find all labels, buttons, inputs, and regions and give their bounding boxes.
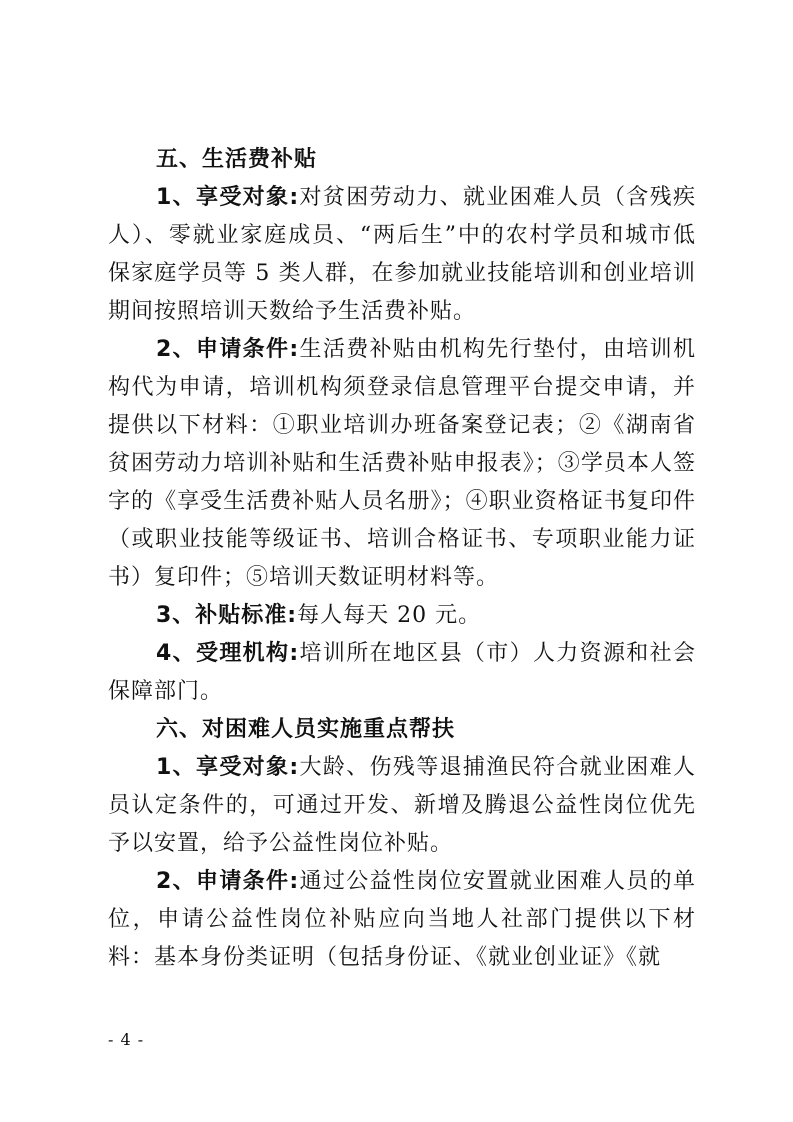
item-label: 1、享受对象: [156,185,300,210]
item-label: 3、补贴标准: [156,603,298,628]
item-text: 大龄、伤残等退捕渔民符合就业困难人员认定条件的，可通过开发、新增及腾退公益性岗位优先予以安置，给予公益性岗位补贴。 [108,755,696,856]
item-text: 对贫困劳动力、就业困难人员（含残疾人）、零就业家庭成员、“两后生”中的农村学员和城市低保家庭学员等 5 类人群，在参加就业技能培训和创业培训期间按照培训天数给予生活费补贴。 [108,185,696,324]
paragraph-eligible-recipients-2 [108,749,696,863]
paragraph-application-conditions [108,331,696,597]
section-heading-key-assistance: 六、对困难人员实施重点帮扶 [156,717,456,742]
paragraph-application-conditions-2 [108,863,696,977]
item-label: 1、享受对象: [156,755,300,780]
paragraph-eligible-recipients [108,179,696,331]
paragraph-subsidy-standard [108,597,696,635]
item-label: 2、申请条件: [156,337,300,362]
item-text: 每人每天 20 元。 [297,603,482,628]
item-label: 4、受理机构: [156,641,300,666]
item-text: 通过公益性岗位安置就业困难人员的单位，申请公益性岗位补贴应向当地人社部门提供以下材料：基本身份类证明（包括身份证、《就业创业证》《就 [108,869,696,970]
item-text: 生活费补贴由机构先行垫付，由培训机构代为申请，培训机构须登录信息管理平台提交申请，并提供以下材料：①职业培训办班备案登记表；②《湖南省贫困劳动力培训补贴和生活费补贴申报表》；③学员本人签字的《享受生活费补贴人员名册》；④职业资格证书复印件（或职业技能等级证书、培训合格证书、专项职业能力证书）复印件；⑤培训天数证明材料等。 [108,337,696,590]
item-label: 2、申请条件: [156,869,300,894]
section-heading-living-allowance: 五、生活费补贴 [156,147,318,172]
paragraph-accepting-agency [108,635,696,711]
document-body [108,141,696,977]
page-number: - 4 - [108,1030,145,1049]
item-text: 培训所在地区县（市）人力资源和社会保障部门。 [108,641,696,704]
